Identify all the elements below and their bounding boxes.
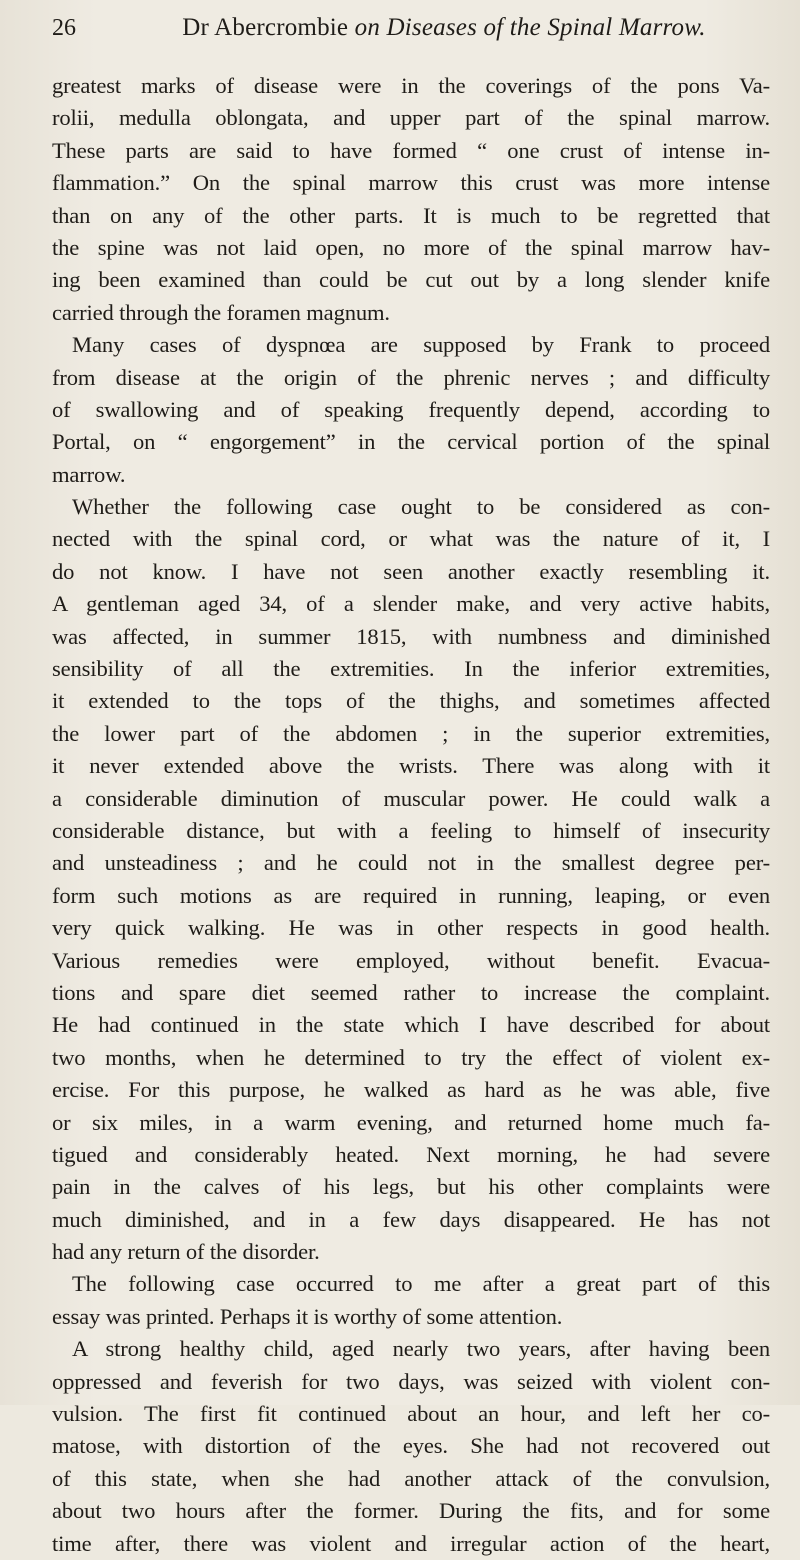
text-line: Whether the following case ought to be considered as con-: [72, 494, 770, 520]
text-line: These parts are said to have formed “ one crust of intense in-: [52, 137, 770, 163]
text-line: matose, with distortion of the eyes. She had not recovered out: [52, 1433, 770, 1459]
text-line: The following case occurred to me after a great part of this: [72, 1271, 770, 1297]
text-line: and unsteadiness ; and he could not in the smallest degree per-: [52, 850, 770, 876]
page-number: 26: [52, 15, 76, 41]
text-line: He had continued in the state which I have described for about: [52, 1012, 770, 1038]
text-line: carried through the foramen magnum.: [52, 299, 390, 325]
text-line: Various remedies were employed, without benefit. Evacua-: [52, 947, 770, 973]
text-line: ercise. For this purpose, he walked as hard as he was able, five: [52, 1077, 770, 1103]
author-name: Dr Abercrombie: [182, 14, 349, 41]
text-line: a considerable diminution of muscular power. He could walk a: [52, 785, 770, 811]
running-head: [52, 14, 770, 56]
text-line: much diminished, and in a few days disappeared. He has not: [52, 1206, 770, 1232]
work-title: Diseases of the Spinal Marrow.: [386, 14, 706, 41]
text-line: form such motions as are required in running, leaping, or even: [52, 882, 770, 908]
text-line: of swallowing and of speaking frequently depend, according to: [52, 396, 770, 422]
text-line: A strong healthy child, aged nearly two years, after having been: [72, 1336, 770, 1362]
text-line: do not know. I have not seen another exactly resembling it.: [52, 558, 770, 584]
text-line: than on any of the other parts. It is much to be regretted that: [52, 202, 770, 228]
body-text: [52, 70, 770, 1560]
text-line: pain in the calves of his legs, but his other complaints were: [52, 1174, 770, 1200]
text-line: of this state, when she had another attack of the convulsion,: [52, 1465, 770, 1491]
text-line: greatest marks of disease were in the coverings of the pons Va-: [52, 73, 770, 98]
text-line: ing been examined than could be cut out by a long slender knife: [52, 267, 770, 293]
text-line: essay was printed. Perhaps it is worthy of some attention.: [52, 1303, 563, 1329]
text-line: had any return of the disorder.: [52, 1239, 320, 1265]
text-line: the spine was not laid open, no more of the spinal marrow hav-: [52, 234, 770, 260]
text-line: sensibility of all the extremities. In the inferior extremities,: [52, 656, 770, 682]
text-line: about two hours after the former. During the fits, and for some: [52, 1498, 770, 1524]
title-on: on: [354, 14, 381, 41]
text-line: oppressed and feverish for two days, was seized with violent con-: [52, 1368, 770, 1394]
text-line: marrow.: [52, 461, 126, 487]
text-line: considerable distance, but with a feeling to himself of insecurity: [52, 817, 770, 843]
text-line: Portal, on “ engorgement” in the cervical portion of the spinal: [52, 429, 770, 455]
text-line: tions and spare diet seemed rather to increase the complaint.: [52, 979, 770, 1005]
running-title: [118, 14, 770, 42]
text-line: nected with the spinal cord, or what was the nature of it, I: [52, 526, 770, 552]
text-line: it never extended above the wrists. There was along with it: [52, 753, 770, 779]
text-line: tigued and considerably heated. Next morning, he had severe: [52, 1141, 770, 1167]
text-line: time after, there was violent and irregular action of the heart,: [52, 1530, 770, 1556]
text-line: very quick walking. He was in other respects in good health.: [52, 915, 770, 941]
text-line: from disease at the origin of the phrenic nerves ; and difficulty: [52, 364, 770, 390]
text-line: A gentleman aged 34, of a slender make, and very active habits,: [52, 591, 770, 617]
text-line: Many cases of dyspnœa are supposed by Frank to proceed: [72, 332, 770, 358]
text-line: or six miles, in a warm evening, and returned home much fa-: [52, 1109, 770, 1135]
text-line: vulsion. The first fit continued about an hour, and left her co-: [52, 1401, 770, 1427]
text-line: two months, when he determined to try the effect of violent ex-: [52, 1044, 770, 1070]
text-line: it extended to the tops of the thighs, and sometimes affected: [52, 688, 770, 714]
text-line: rolii, medulla oblongata, and upper part of the spinal marrow.: [52, 105, 770, 131]
text-line: was affected, in summer 1815, with numbness and diminished: [52, 623, 770, 649]
text-line: flammation.” On the spinal marrow this crust was more intense: [52, 170, 770, 196]
text-line: the lower part of the abdomen ; in the superior extremities,: [52, 720, 770, 746]
